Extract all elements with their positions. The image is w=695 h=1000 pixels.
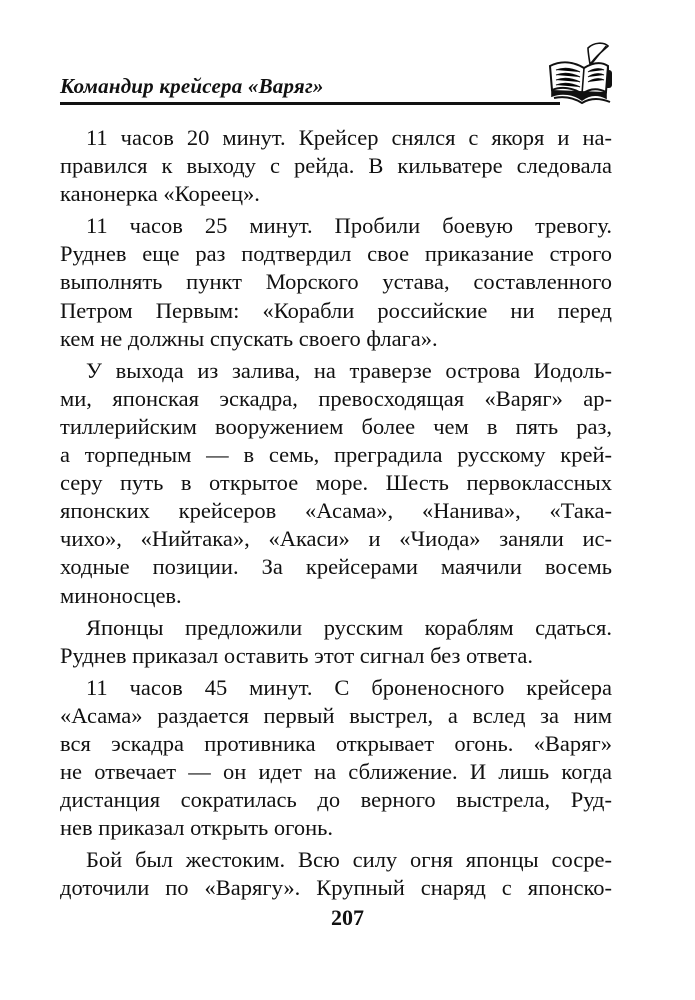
paragraph: [60, 357, 612, 610]
paragraph: [60, 212, 612, 352]
text-line: серу путь в открытое море. Шесть первоклассных: [60, 470, 612, 496]
running-header: [60, 40, 620, 106]
page-body: [60, 124, 612, 907]
text-line: ходные позиции. За крейсерами маячили восемь: [60, 554, 612, 580]
text-line: а торпедным — в семь, преградила русскому крей-: [60, 442, 612, 468]
page-number: 207: [331, 905, 364, 930]
paragraph: [60, 846, 612, 902]
text-line: У выхода из залива, на траверзе острова Иодоль-: [86, 357, 612, 383]
paragraph: [60, 614, 612, 670]
text-line: не отвечает — он идет на сближение. И лишь когда: [60, 759, 612, 785]
text-line: правился к выходу с рейда. В кильватере следовала: [60, 153, 612, 179]
text-line: ми, японская эскадра, превосходящая «Варяг» ар-: [60, 385, 612, 411]
text-line: 11 часов 45 минут. С броненосного крейсера: [86, 674, 612, 700]
running-header-title: Командир крейсера «Варяг»: [60, 74, 324, 98]
text-line: Японцы предложили русским кораблям сдаться.: [86, 614, 612, 640]
text-line: чихо», «Нийтака», «Акаси» и «Чиода» заняли ис-: [60, 526, 612, 552]
text-line: «Асама» раздается первый выстрел, а вслед за ним: [60, 702, 612, 728]
text-line: японских крейсеров «Асама», «Нанива», «Така-: [60, 498, 612, 524]
text-line: канонерка «Кореец».: [60, 181, 260, 207]
text-line: дистанция сократилась до верного выстрела, Руд-: [60, 787, 612, 813]
text-line: Руднев еще раз подтвердил свое приказание строго: [60, 241, 612, 267]
book-with-quill-icon: [548, 40, 620, 106]
text-line: тиллерийским вооружением более чем в пять раз,: [60, 413, 612, 439]
text-line: кем не должны спускать своего флага».: [60, 325, 438, 351]
text-line: доточили по «Варягу». Крупный снаряд с японско-: [60, 875, 612, 901]
text-line: Руднев приказал оставить этот сигнал без ответа.: [60, 642, 534, 668]
paragraph: [60, 124, 612, 208]
text-line: нев приказал открыть огонь.: [60, 815, 334, 841]
header-rule: [60, 102, 560, 105]
text-line: вся эскадра противника открывает огонь. «Варяг»: [60, 730, 612, 756]
text-line: Бой был жестоким. Всю силу огня японцы сосре-: [86, 847, 612, 873]
text-line: 11 часов 25 минут. Пробили боевую тревогу.: [86, 213, 612, 239]
text-line: Петром Первым: «Корабли российские ни перед: [60, 297, 612, 323]
text-line: миноносцев.: [60, 582, 182, 608]
paragraph: [60, 674, 612, 843]
text-line: выполнять пункт Морского устава, составленного: [60, 269, 612, 295]
text-line: 11 часов 20 минут. Крейсер снялся с якоря и на-: [86, 125, 612, 150]
